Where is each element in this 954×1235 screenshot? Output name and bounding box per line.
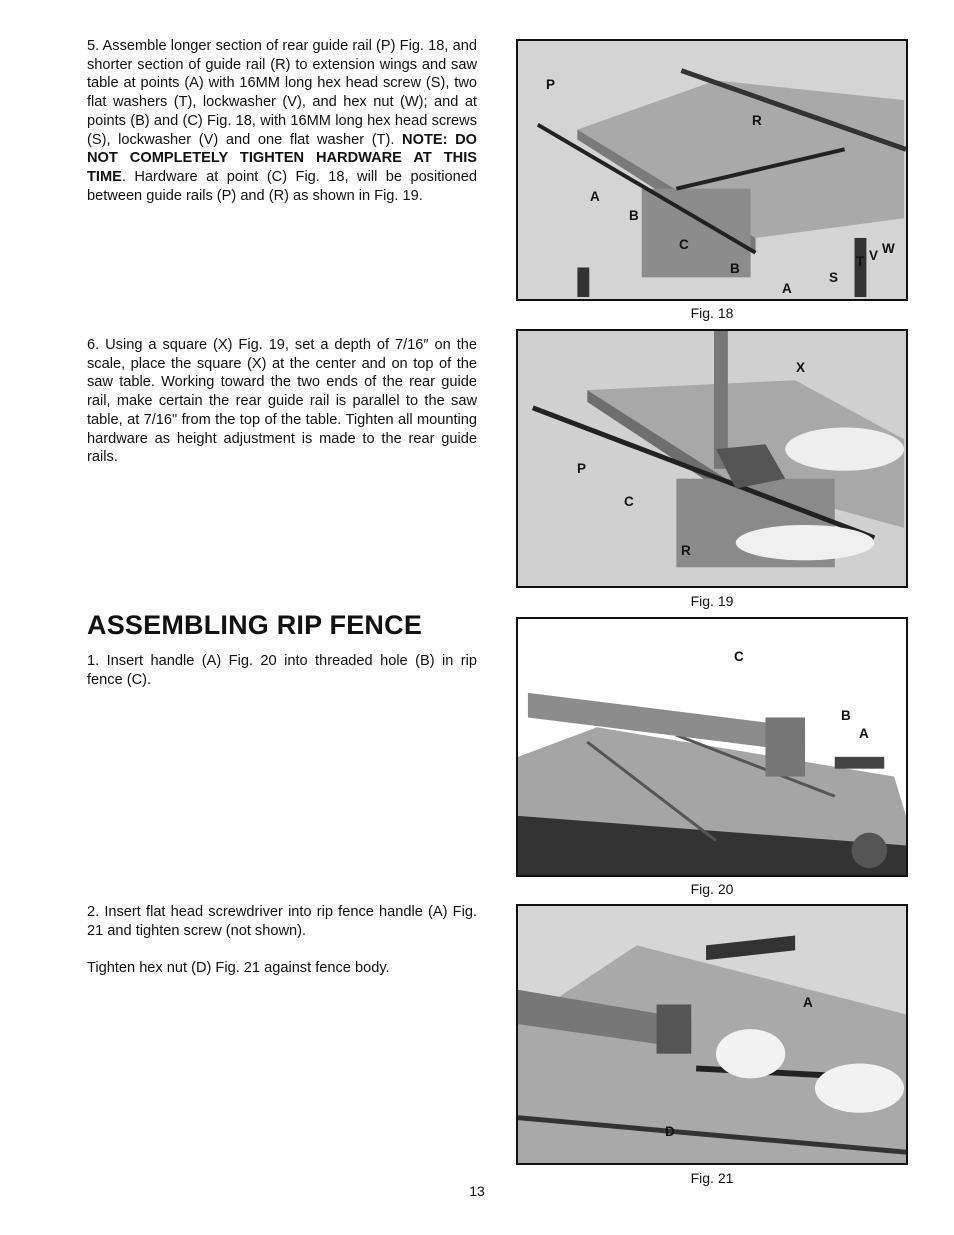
callout-r: R (752, 113, 762, 128)
figure-20-caption: Fig. 20 (690, 881, 734, 897)
rip-fence-step-3: Tighten hex nut (D) Fig. 21 against fence body. (87, 960, 390, 976)
callout-a: A (859, 726, 869, 741)
callout-b-left: B (629, 208, 639, 223)
figure-19 (516, 329, 908, 588)
figure-19-photo (518, 331, 906, 586)
callout-a: A (803, 995, 813, 1010)
callout-d: D (665, 1124, 675, 1139)
callout-r: R (681, 543, 691, 558)
callout-c: C (624, 494, 634, 509)
callout-a-right: A (782, 281, 792, 296)
callout-b-right: B (730, 261, 740, 276)
callout-b: B (841, 708, 851, 723)
figure-18-photo (518, 41, 906, 299)
figure-18 (516, 39, 908, 301)
figure-21 (516, 904, 908, 1165)
callout-c: C (734, 649, 744, 664)
callout-c: C (679, 237, 689, 252)
step-5-note: NOTE: DO NOT COMPLETELY TIGHTEN HARDWARE AT THIS TIME (87, 131, 477, 185)
figure-20 (516, 617, 908, 877)
callout-t: T (856, 254, 865, 269)
callout-p: P (577, 461, 587, 476)
section-heading: ASSEMBLING RIP FENCE (87, 610, 423, 640)
callout-p: P (546, 77, 556, 92)
rip-fence-step-2: 2. Insert flat head screwdriver into rip fence handle (A) Fig. 21 and tighten screw (not shown). (87, 904, 477, 939)
callout-w: W (882, 241, 895, 256)
callout-a-left: A (590, 189, 600, 204)
figure-19-caption: Fig. 19 (690, 593, 734, 609)
step-5-text (87, 37, 477, 205)
page-number: 13 (469, 1183, 485, 1199)
step-5-part2: . Hardware at point (C) Fig. 18, will be positioned between guide rails (P) and (R) as shown in Fig. 19. (87, 168, 477, 204)
figure-21-photo (518, 906, 906, 1163)
callout-s: S (829, 270, 839, 285)
rip-fence-step-1: 1. Insert handle (A) Fig. 20 into threaded hole (B) in rip fence (C). (87, 653, 477, 688)
step-5-part1: 5. Assemble longer section of rear guide rail (P) Fig. 18, and shorter section of guide rail (R) to extension wings and saw table at points (A) with 16MM long hex head screw (S), two flat washers (T), lockwasher (V), and hex nut (W); and at points (B) and (C) Fig. 18, with 16MM long hex head screws (S), lockwasher (V) and one flat washer (T). (87, 38, 477, 148)
figure-18-caption: Fig. 18 (690, 305, 734, 321)
step-6-text: 6. Using a square (X) Fig. 19, set a depth of 7/16″ on the scale, place the square (X) at the center and on top of the saw table. Working toward the two ends of the rear guide rail, make certain the rear guide rail is parallel to the saw table, at 7/16" from the top of the table. Tighten all mounting hardware as height adjustment is made to the rear guide rails. (87, 337, 477, 466)
callout-x: X (796, 360, 806, 375)
callout-v: V (869, 248, 879, 263)
figure-21-caption: Fig. 21 (690, 1170, 734, 1186)
figure-20-photo (518, 619, 906, 875)
